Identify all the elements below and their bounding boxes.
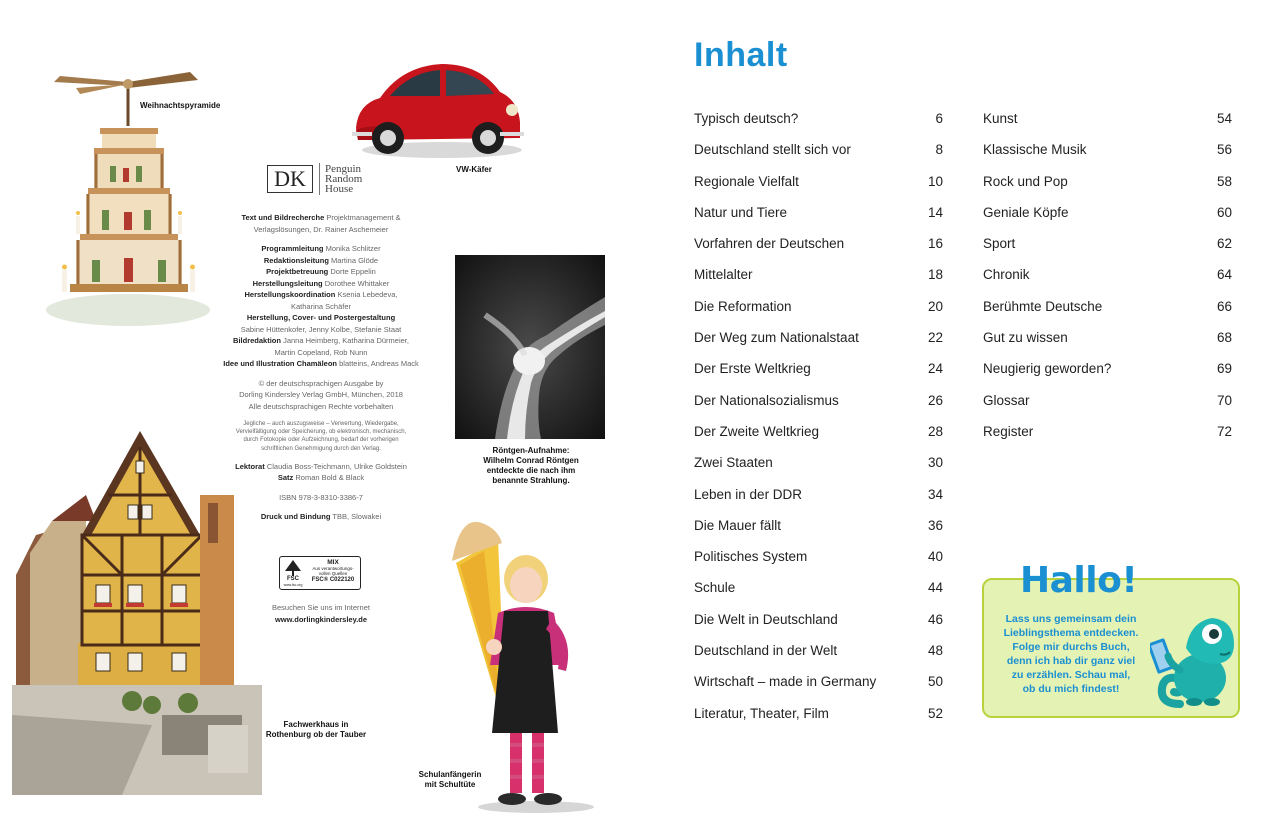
toc-entry[interactable]: Register 72 (983, 423, 1232, 439)
logo-line-3: House (325, 183, 354, 195)
fsc-brand: FSC (287, 576, 299, 582)
toc-entry[interactable]: Der Erste Weltkrieg 24 (694, 361, 943, 377)
toc-entry[interactable]: Chronik 64 (983, 267, 1232, 283)
toc-entry[interactable]: Zwei Staaten 30 (694, 455, 943, 471)
website-link[interactable]: www.dorlingkindersley.de (274, 615, 368, 624)
toc-entry[interactable]: Schule 44 (694, 580, 943, 596)
toc-entry[interactable]: Literatur, Theater, Film 52 (694, 705, 943, 721)
toc-entry[interactable]: Der Nationalsozialismus 26 (694, 392, 943, 408)
toc-entry[interactable]: Geniale Köpfe 60 (983, 204, 1232, 220)
fsc-mix: MIX (327, 559, 339, 566)
visit-text: Besuchen Sie uns im Internet (272, 603, 370, 612)
toc-entry[interactable]: Die Welt in Deutschland 46 (694, 611, 943, 627)
hallo-text: Lass uns gemeinsam dein Lieblingsthema entdecken. Folge mir durchs Buch, denn ich hab dir ganz viel zu erzählen. Schau mal, ob du mich findest! (1003, 613, 1139, 695)
logo-line-1: Penguin (325, 163, 362, 175)
toc-entry[interactable]: Die Mauer fällt 36 (694, 517, 943, 533)
toc-entry[interactable]: Der Weg zum Nationalstaat 22 (694, 330, 943, 346)
toc-entry[interactable]: Regionale Vielfalt 10 (694, 173, 943, 189)
toc-entry[interactable]: Deutschland in der Welt 48 (694, 643, 943, 659)
toc-entry[interactable]: Rock und Pop 58 (983, 173, 1232, 189)
toc-entry[interactable]: Gut zu wissen 68 (983, 330, 1232, 346)
toc-entry[interactable]: Natur und Tiere 14 (694, 204, 943, 220)
toc-entry[interactable]: Kunst 54 (983, 111, 1232, 126)
toc-column-2 (983, 108, 1232, 452)
dk-logo-box: DK (267, 165, 313, 193)
toc-entry[interactable]: Berühmte Deutsche 66 (983, 298, 1232, 314)
toc-title: Inhalt (694, 36, 788, 74)
publisher-logo (267, 163, 377, 195)
toc-column-1 (694, 108, 943, 734)
fsc-code: FSC® C022120 (311, 577, 355, 583)
girl-caption: Schulanfängerin mit Schultüte (418, 770, 482, 789)
half-timbered-house-image (12, 425, 262, 795)
xray-image (455, 255, 605, 439)
toc-entry[interactable]: Wirtschaft – made in Germany 50 (694, 674, 943, 690)
toc-entry[interactable]: Glossar 70 (983, 392, 1232, 408)
fsc-tree-icon (283, 559, 303, 577)
vw-beetle-image (350, 58, 526, 162)
car-caption: VW-Käfer (456, 165, 492, 174)
toc-entry[interactable]: Mittelalter 18 (694, 267, 943, 283)
toc-entry[interactable]: Der Zweite Weltkrieg 28 (694, 423, 943, 439)
logo-line-2: Random (325, 173, 363, 185)
xray-caption: Röntgen-Aufnahme: Wilhelm Conrad Röntgen entdeckte die nach ihm benannte Strahlung. (483, 446, 579, 485)
toc-entry[interactable]: Klassische Musik 56 (983, 142, 1232, 158)
toc-entry[interactable]: Politisches System 40 (694, 549, 943, 565)
fsc-label (279, 556, 361, 590)
pyramid-caption: Weihnachtspyramide (140, 101, 221, 110)
imprint-block: Text und Bildrecherche Projektmanagement & Verlagslösungen, Dr. Rainer Aschemeier Programmleitung Monika Schlitzer Redaktionsleitung Martina Glöde Projektbetreuung Dorte Eppelin Herstellungsleitung Dorothee Whittaker Herstellungskoordination Ksenia Lebedeva, Katharina Schäfer Herstellung, Cover- und Postergestaltung Sabine Hüttenkofer, Jenny Kolbe, Stefanie Staat Bildredaktion Janna Heimberg, Katharina Dürmeier, Martin Copeland, Rob Nunn Idee und Illustration Chamäleon blatteins, Andreas Mack © der deutschsprachigen Ausgabe by Dorling Kindersley Verlag GmbH, München, 2018 Alle deutschsprachigen Rechte vorbehalten Jegliche – auch auszugsweise – Verwertung, Wiedergabe, Vervielfältigung oder Speicherung, ob elektronisch, mechanisch, durch Fotokopie oder Aufzeichnung, bedarf der vorherigen schriftlichen Genehmigung durch den Verlag. Lektorat Claudia Boss-Teichmann, Ulrike Goldstein Satz Roman Bold & Black ISBN 978-3-8310-3386-7 Druck und Bindung TBB, Slowakei (223, 213, 419, 522)
toc-entry[interactable]: Leben in der DDR 34 (694, 486, 943, 502)
fsc-line-2: vollen Quellen (318, 571, 348, 576)
fsc-line-1: Aus verantwortungs- (312, 566, 354, 571)
toc-entry[interactable]: Neugierig geworden? 69 (983, 361, 1232, 377)
toc-entry[interactable]: Vorfahren der Deutschen 16 (694, 236, 943, 252)
toc-entry[interactable]: Typisch deutsch? 6 (694, 111, 943, 126)
house-caption: Fachwerkhaus in Rothenburg ob der Tauber (265, 720, 367, 739)
toc-entry[interactable]: Deutschland stellt sich vor 8 (694, 142, 943, 158)
fsc-site: www.fsc.org (283, 583, 303, 587)
toc-entry[interactable]: Die Reformation 20 (694, 298, 943, 314)
chameleon-icon (1150, 608, 1240, 716)
toc-entry[interactable]: Sport 62 (983, 236, 1232, 252)
hallo-title: Hallo! (1020, 560, 1138, 601)
